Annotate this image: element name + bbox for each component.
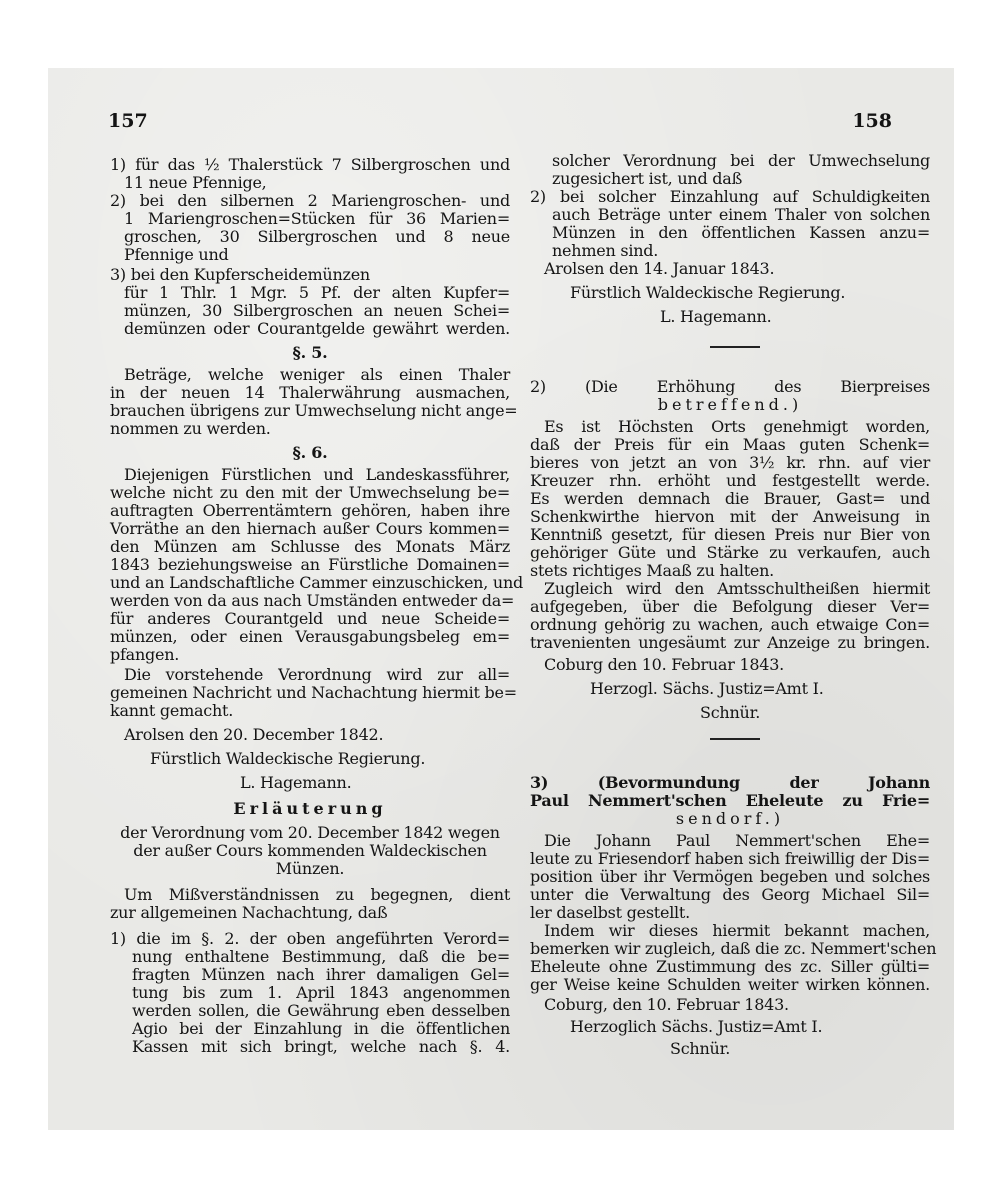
right-line: stets richtiges Maaß zu halten. [530, 561, 774, 580]
right-line: ordnung gehörig zu wachen, auch etwaige Con= [530, 615, 930, 634]
right-line: aufgegeben, über die Befolgung dieser Ver= [530, 597, 930, 616]
left-line: tung bis zum 1. April 1843 angenommen [132, 983, 510, 1002]
page-number-left: 157 [108, 110, 148, 132]
left-line: Erläuterung [233, 799, 387, 818]
left-line: für anderes Courantgeld und neue Scheide= [110, 609, 510, 628]
left-line: gemeinen Nachricht und Nachachtung hiermit be= [110, 683, 517, 702]
right-line: bemerken wir zugleich, daß die zc. Nemmert'schen [530, 939, 937, 958]
left-line: 11 neue Pfennige, [124, 173, 267, 192]
left-line: 3) bei den Kupferscheidemünzen [110, 265, 370, 284]
right-line: 2) (Die Erhöhung des Bierpreises [530, 377, 930, 396]
left-line: für 1 Thlr. 1 Mgr. 5 Pf. der alten Kupfer= [124, 283, 510, 302]
right-line: Münzen in den öffentlichen Kassen anzu= [552, 223, 930, 242]
right-line: Paul Nemmert'schen Eheleute zu Frie= [530, 791, 930, 810]
left-line: in der neuen 14 Thalerwährung ausmachen, [110, 383, 510, 402]
left-line: Münzen. [275, 859, 345, 878]
left-line: pfangen. [110, 645, 180, 664]
right-line: Kenntniß gesetzt, für diesen Preis nur Bier von [530, 525, 930, 544]
left-line: Fürstlich Waldeckische Regierung. [150, 749, 426, 768]
left-line: brauchen übrigens zur Umwechselung nicht ange= [110, 401, 518, 420]
left-line: 1) die im §. 2. der oben angeführten Verord= [110, 929, 510, 948]
right-line: unter die Verwaltung des Georg Michael Sil= [530, 885, 930, 904]
left-line: Kassen mit sich bringt, welche nach §. 4. [132, 1037, 510, 1056]
left-line: welche nicht zu den mit der Umwechselung be= [110, 483, 510, 502]
right-line: Zugleich wird den Amtsschultheißen hiermit [544, 579, 930, 598]
left-line: Die vorstehende Verordnung wird zur all= [124, 665, 510, 684]
right-line: Indem wir dieses hiermit bekannt machen, [544, 921, 930, 940]
right-line: auch Beträge unter einem Thaler von solchen [552, 205, 930, 224]
left-line: zur allgemeinen Nachachtung, daß [110, 903, 388, 922]
section-divider [710, 738, 760, 740]
left-line: der außer Cours kommenden Waldeckischen [133, 841, 487, 860]
right-line: Coburg, den 10. Februar 1843. [544, 995, 789, 1014]
left-line: Agio bei der Einzahlung in die öffentlichen [132, 1019, 510, 1038]
left-line: §. 6. [292, 443, 328, 462]
left-line: 2) bei den silbernen 2 Mariengroschen- und [110, 191, 510, 210]
left-line: nommen zu werden. [110, 419, 271, 438]
right-line: solcher Verordnung bei der Umwechselung [552, 151, 930, 170]
left-line: münzen, 30 Silbergroschen an neuen Schei= [124, 301, 510, 320]
left-line: Um Mißverständnissen zu begegnen, dient [124, 885, 510, 904]
right-line: daß der Preis für ein Maas guten Schenk= [530, 435, 930, 454]
left-line: Beträge, welche weniger als einen Thaler [124, 365, 510, 384]
right-line: zugesichert ist, und daß [552, 169, 743, 188]
section-divider [710, 346, 760, 348]
right-line: ler daselbst gestellt. [530, 903, 690, 922]
left-line: L. Hagemann. [240, 773, 352, 792]
right-line: Die Johann Paul Nemmert'schen Ehe= [544, 831, 930, 850]
page-number-right: 158 [852, 110, 892, 132]
left-line: 1843 beziehungsweise an Fürstliche Domainen= [110, 555, 510, 574]
right-line: gehöriger Güte und Stärke zu verkaufen, auch [530, 543, 930, 562]
left-line: Diejenigen Fürstlichen und Landeskassführer, [124, 465, 510, 484]
left-line: nung enthaltene Bestimmung, daß die be= [132, 947, 510, 966]
right-line: Fürstlich Waldeckische Regierung. [570, 283, 846, 302]
right-line: sendorf.) [675, 809, 785, 828]
left-line: Vorräthe an den hiernach außer Cours kommen= [110, 519, 510, 538]
right-line: Es ist Höchsten Orts genehmigt worden, [544, 417, 930, 436]
left-line: Arolsen den 20. December 1842. [124, 725, 384, 744]
left-line: der Verordnung vom 20. December 1842 wegen [120, 823, 500, 842]
left-line: kannt gemacht. [110, 701, 234, 720]
scanned-page [48, 68, 954, 1130]
right-line: Kreuzer rhn. erhöht und festgestellt werde. [530, 471, 930, 490]
left-line: 1) für das ½ Thalerstück 7 Silbergroschen und [110, 155, 510, 174]
left-line: demünzen oder Courantgelde gewährt werden. [124, 319, 510, 338]
right-line: Schnür. [670, 1039, 731, 1058]
left-line: münzen, oder einen Verausgabungsbeleg em= [110, 627, 510, 646]
left-line: und an Landschaftliche Cammer einzuschicken, und [110, 573, 523, 592]
right-line: Herzogl. Sächs. Justiz=Amt I. [590, 679, 824, 698]
right-line: leute zu Friesendorf haben sich freiwillig der Dis= [530, 849, 930, 868]
right-line: position über ihr Vermögen begeben und solches [530, 867, 930, 886]
right-line: travenienten ungesäumt zur Anzeige zu bringen. [530, 633, 930, 652]
right-line: 2) bei solcher Einzahlung auf Schuldigkeiten [530, 187, 930, 206]
left-line: 1 Mariengroschen=Stücken für 36 Marien= [124, 209, 510, 228]
right-line: L. Hagemann. [660, 307, 772, 326]
right-line: Coburg den 10. Februar 1843. [544, 655, 784, 674]
left-line: den Münzen am Schlusse des Monats März [110, 537, 510, 556]
left-line: werden sollen, die Gewährung eben desselben [132, 1001, 510, 1020]
right-line: Arolsen den 14. Januar 1843. [544, 259, 775, 278]
left-line: werden von da aus nach Umständen entweder da= [110, 591, 515, 610]
left-line: fragten Münzen nach ihrer damaligen Gel= [132, 965, 510, 984]
right-line: betreffend.) [657, 395, 803, 414]
left-line: Pfennige und [124, 245, 229, 264]
right-line: 3) (Bevormundung der Johann [530, 773, 930, 792]
right-line: nehmen sind. [552, 241, 659, 260]
right-line: Schenkwirthe hiervon mit der Anweisung in [530, 507, 930, 526]
right-line: Herzoglich Sächs. Justiz=Amt I. [570, 1017, 823, 1036]
left-line: auftragten Oberrentämtern gehören, haben ihre [110, 501, 510, 520]
right-line: Eheleute ohne Zustimmung des zc. Siller gülti= [530, 957, 930, 976]
right-line: bieres von jetzt an von 3½ kr. rhn. auf vier [530, 453, 930, 472]
left-line: groschen, 30 Silbergroschen und 8 neue [124, 227, 510, 246]
right-line: ger Weise keine Schulden weiter wirken können. [530, 975, 930, 994]
right-line: Schnür. [700, 703, 761, 722]
left-line: §. 5. [292, 343, 328, 362]
right-line: Es werden demnach die Brauer, Gast= und [530, 489, 930, 508]
